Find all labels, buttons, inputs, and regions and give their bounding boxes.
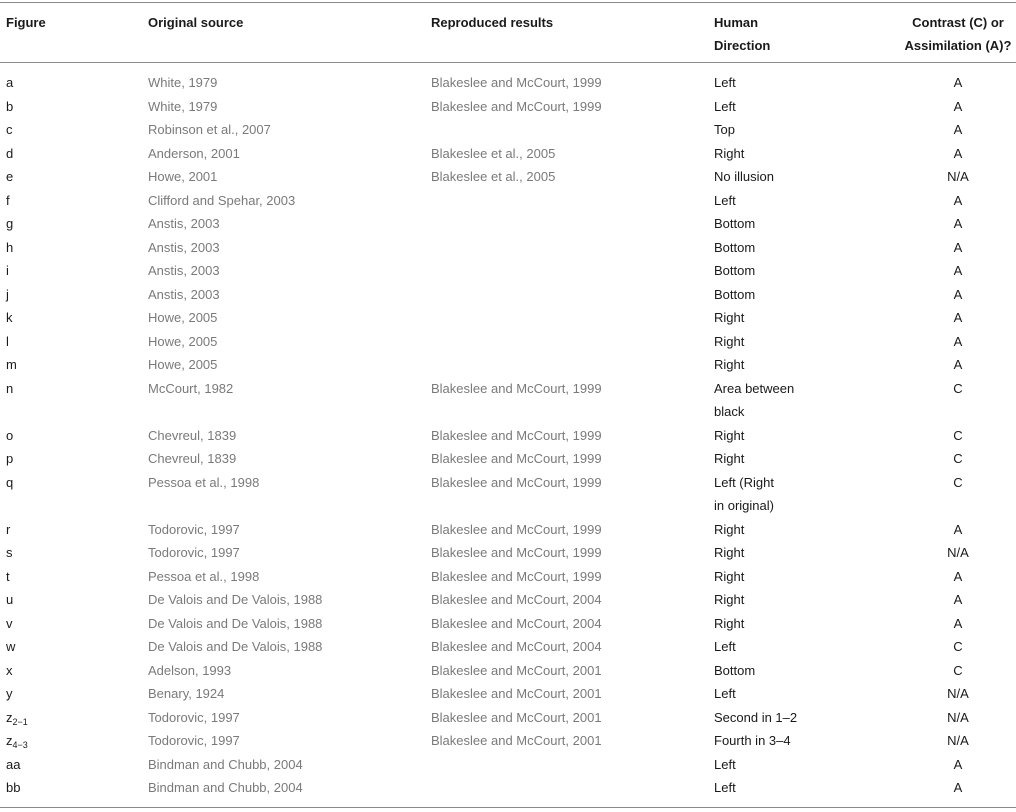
cell-contrast-assimilation: A (953, 216, 963, 231)
cell-human-direction-line1: Right (714, 333, 745, 349)
cell-original-source: Todorovic, 1997 (148, 545, 240, 560)
cell-contrast-assimilation: A (953, 592, 963, 607)
cell-figure-label: w (6, 639, 16, 654)
header-human-direction-line2: Direction (714, 38, 771, 53)
cell-figure (6, 353, 17, 377)
cell-original-source: Bindman and Chubb, 2004 (148, 756, 303, 772)
cell-original-source: Clifford and Spehar, 2003 (148, 192, 296, 208)
cell-original-source: Howe, 2005 (148, 333, 218, 349)
table-row (0, 165, 1016, 189)
table-row (0, 118, 1016, 142)
cell-reproduced-results: Blakeslee and McCourt, 2004 (431, 615, 602, 631)
cell-figure (6, 259, 9, 283)
cell-original-source: Todorovic, 1997 (148, 733, 240, 748)
cell-human-direction-line2: in original) (714, 498, 774, 513)
cell-human-direction (714, 330, 744, 354)
table-body (0, 71, 1016, 800)
cell-figure (6, 565, 10, 589)
cell-reproduced-results: Blakeslee and McCourt, 2001 (431, 709, 602, 725)
cell-figure (6, 165, 13, 189)
header-original-source: Original source (148, 15, 244, 30)
cell-figure (6, 306, 13, 330)
cell-human-direction-line1: Right (714, 615, 745, 631)
table-row (0, 612, 1016, 636)
cell-human-direction-line1: Right (714, 545, 745, 560)
cell-human-direction-line1: Bottom (714, 263, 756, 278)
header-reproduced-results: Reproduced results (431, 15, 554, 30)
cell-original-source: Anstis, 2003 (148, 263, 220, 278)
cell-contrast-assimilation: A (953, 263, 963, 278)
header-figure: Figure (6, 15, 46, 30)
cell-figure (6, 612, 13, 636)
table-row (0, 71, 1016, 95)
cell-figure (6, 706, 28, 732)
cell-figure-label: l (6, 333, 9, 349)
cell-human-direction-line1: Left (714, 98, 736, 114)
cell-human-direction-line1: Bottom (714, 286, 756, 302)
cell-contrast-assimilation: A (953, 756, 963, 772)
cell-contrast-assimilation: A (953, 145, 963, 161)
cell-reproduced-results: Blakeslee and McCourt, 1999 (431, 568, 602, 584)
table-row (0, 424, 1016, 448)
cell-figure-label: z (6, 709, 13, 725)
header-ca-line1: Contrast (C) or (912, 15, 1004, 30)
cell-contrast-assimilation: N/A (947, 733, 969, 748)
cell-human-direction (714, 729, 791, 753)
cell-figure-label: p (6, 451, 14, 466)
cell-figure (6, 447, 13, 471)
cell-original-source: Anstis, 2003 (148, 286, 220, 302)
table-row (0, 283, 1016, 307)
cell-contrast-assimilation: A (953, 615, 963, 631)
cell-original-source: Howe, 2005 (148, 357, 218, 372)
header-ca-line2: Assimilation (A)? (904, 38, 1012, 53)
cell-original-source: Chevreul, 1839 (148, 451, 237, 466)
cell-figure (6, 377, 13, 401)
cell-reproduced-results: Blakeslee and McCourt, 1999 (431, 474, 602, 490)
table-row (0, 753, 1016, 777)
cell-reproduced-results: Blakeslee et al., 2005 (431, 169, 556, 184)
cell-human-direction (714, 612, 744, 636)
cell-human-direction (714, 283, 755, 307)
cell-figure (6, 541, 13, 565)
cell-human-direction (714, 353, 744, 377)
cell-original-source: De Valois and De Valois, 1988 (148, 592, 323, 607)
cell-reproduced-results: Blakeslee and McCourt, 1999 (431, 451, 602, 466)
table-row (0, 259, 1016, 283)
cell-contrast-assimilation: A (953, 780, 963, 795)
cell-human-direction-line1: Right (714, 145, 745, 161)
cell-figure-label: u (6, 592, 14, 607)
cell-contrast-assimilation: C (953, 662, 963, 678)
table-row (0, 236, 1016, 260)
cell-contrast-assimilation: N/A (947, 686, 969, 701)
cell-contrast-assimilation: A (953, 239, 963, 255)
cell-contrast-assimilation: N/A (947, 169, 969, 184)
cell-original-source: Adelson, 1993 (148, 662, 232, 678)
table-row (0, 212, 1016, 236)
table-row (0, 377, 1016, 424)
cell-reproduced-results: Blakeslee and McCourt, 1999 (431, 75, 602, 90)
cell-figure-label: c (6, 122, 13, 137)
cell-figure-label: k (6, 310, 13, 325)
cell-original-source: De Valois and De Valois, 1988 (148, 615, 323, 631)
cell-human-direction (714, 706, 797, 730)
cell-figure (6, 682, 13, 706)
cell-original-source: Benary, 1924 (148, 686, 225, 701)
cell-contrast-assimilation: N/A (947, 709, 969, 725)
cell-original-source: Howe, 2001 (148, 169, 218, 184)
table-row (0, 776, 1016, 800)
cell-reproduced-results: Blakeslee and McCourt, 2001 (431, 686, 602, 701)
cell-original-source: Todorovic, 1997 (148, 709, 240, 725)
cell-figure-subscript: 4−3 (12, 740, 28, 750)
cell-original-source: De Valois and De Valois, 1988 (148, 639, 323, 654)
table-row (0, 471, 1016, 518)
cell-figure (6, 212, 13, 236)
cell-reproduced-results: Blakeslee and McCourt, 1999 (431, 521, 602, 537)
table-row (0, 330, 1016, 354)
table-top-rule (0, 2, 1016, 3)
cell-figure (6, 729, 28, 755)
cell-figure-label: v (6, 615, 13, 631)
cell-human-direction (714, 518, 744, 542)
cell-human-direction (714, 189, 736, 213)
cell-reproduced-results: Blakeslee et al., 2005 (431, 145, 556, 161)
cell-human-direction-line1: Area between (714, 380, 795, 396)
cell-human-direction-line1: Right (714, 310, 745, 325)
cell-original-source: McCourt, 1982 (148, 380, 234, 396)
cell-human-direction-line1: Fourth in 3–4 (714, 733, 791, 748)
cell-figure (6, 71, 13, 95)
cell-figure-label: j (6, 286, 9, 302)
cell-human-direction-line1: Bottom (714, 239, 756, 255)
cell-human-direction (714, 424, 744, 448)
cell-figure-label: e (6, 169, 14, 184)
cell-human-direction-line1: Left (714, 192, 736, 208)
cell-figure-label: bb (6, 780, 21, 795)
cell-reproduced-results: Blakeslee and McCourt, 1999 (431, 98, 602, 114)
table-row (0, 635, 1016, 659)
cell-figure-label: t (6, 568, 10, 584)
header-contrast-assimilation (900, 11, 1016, 57)
cell-human-direction-line1: Right (714, 592, 745, 607)
cell-figure (6, 283, 9, 307)
cell-human-direction-line1: Left (714, 686, 736, 701)
cell-contrast-assimilation: A (953, 192, 963, 208)
table-row (0, 95, 1016, 119)
cell-figure-label: f (6, 192, 10, 208)
cell-human-direction (714, 659, 755, 683)
cell-contrast-assimilation: A (953, 122, 963, 137)
table-row (0, 682, 1016, 706)
cell-human-direction-line1: Right (714, 568, 745, 584)
table-bottom-rule (0, 807, 1016, 808)
table-row (0, 729, 1016, 753)
cell-contrast-assimilation: C (953, 451, 963, 466)
table-row (0, 306, 1016, 330)
table-row (0, 565, 1016, 589)
cell-contrast-assimilation: A (953, 357, 963, 372)
cell-human-direction (714, 776, 736, 800)
cell-contrast-assimilation: C (953, 639, 963, 654)
cell-reproduced-results: Blakeslee and McCourt, 2004 (431, 639, 602, 654)
cell-figure-subscript: 2−1 (12, 716, 28, 727)
table-row (0, 706, 1016, 730)
cell-human-direction-line1: No illusion (714, 169, 774, 184)
cell-reproduced-results: Blakeslee and McCourt, 1999 (431, 427, 602, 443)
cell-figure-label: n (6, 380, 14, 396)
cell-figure (6, 118, 13, 142)
cell-human-direction (714, 142, 744, 166)
cell-human-direction-line1: Left (714, 75, 736, 90)
table-row (0, 518, 1016, 542)
table-row (0, 353, 1016, 377)
cell-figure (6, 189, 10, 213)
cell-contrast-assimilation: C (953, 427, 963, 443)
cell-figure-label: aa (6, 756, 21, 772)
cell-original-source: Bindman and Chubb, 2004 (148, 780, 303, 795)
cell-human-direction (714, 236, 755, 260)
cell-figure (6, 659, 13, 683)
cell-figure (6, 776, 20, 800)
cell-reproduced-results: Blakeslee and McCourt, 1999 (431, 380, 602, 396)
cell-human-direction (714, 541, 744, 565)
cell-contrast-assimilation: C (953, 380, 963, 396)
cell-figure-label: r (6, 521, 11, 537)
cell-figure-label: q (6, 474, 14, 490)
cell-original-source: Howe, 2005 (148, 310, 218, 325)
cell-figure-label: o (6, 427, 14, 443)
cell-human-direction (714, 635, 736, 659)
cell-original-source: White, 1979 (148, 98, 218, 114)
cell-figure-label: b (6, 98, 14, 114)
cell-original-source: Robinson et al., 2007 (148, 122, 271, 137)
cell-human-direction-line1: Top (714, 122, 735, 137)
cell-human-direction-line1: Left (714, 756, 736, 772)
cell-contrast-assimilation: A (953, 568, 963, 584)
cell-human-direction (714, 118, 735, 142)
cell-contrast-assimilation: C (953, 474, 963, 490)
cell-contrast-assimilation: A (953, 521, 963, 537)
table-row (0, 588, 1016, 612)
cell-contrast-assimilation: N/A (947, 545, 969, 560)
cell-human-direction (714, 682, 736, 706)
cell-original-source: Chevreul, 1839 (148, 427, 237, 443)
cell-human-direction (714, 165, 774, 189)
cell-human-direction (714, 447, 744, 471)
cell-human-direction-line1: Right (714, 451, 745, 466)
cell-figure-label: a (6, 75, 14, 90)
header-human-direction-line1: Human (714, 15, 759, 30)
cell-human-direction-line1: Left (Right (714, 474, 774, 490)
cell-original-source: Todorovic, 1997 (148, 521, 240, 537)
cell-original-source: Pessoa et al., 1998 (148, 474, 260, 490)
cell-contrast-assimilation: A (953, 75, 963, 90)
table-row (0, 189, 1016, 213)
cell-reproduced-results: Blakeslee and McCourt, 2001 (431, 662, 602, 678)
cell-figure-label: y (6, 686, 13, 701)
table-row (0, 447, 1016, 471)
cell-figure (6, 518, 10, 542)
cell-human-direction-line1: Right (714, 427, 745, 443)
cell-original-source: Anstis, 2003 (148, 239, 220, 255)
cell-human-direction-line2: black (714, 404, 745, 419)
cell-figure-label: z (6, 733, 13, 748)
cell-human-direction-line1: Right (714, 357, 745, 372)
cell-human-direction (714, 306, 744, 330)
cell-original-source: Anderson, 2001 (148, 145, 240, 161)
cell-human-direction (714, 471, 774, 518)
cell-reproduced-results: Blakeslee and McCourt, 2001 (431, 733, 602, 748)
cell-contrast-assimilation: A (953, 310, 963, 325)
table-row (0, 659, 1016, 683)
cell-human-direction (714, 565, 744, 589)
cell-figure-label: i (6, 263, 9, 278)
table-row (0, 142, 1016, 166)
cell-original-source: Anstis, 2003 (148, 216, 220, 231)
cell-figure-label: m (6, 357, 17, 372)
cell-human-direction-line1: Bottom (714, 662, 756, 678)
cell-figure-label: g (6, 216, 14, 231)
header-rule (0, 62, 1016, 63)
table-row (0, 541, 1016, 565)
cell-human-direction (714, 212, 755, 236)
cell-human-direction (714, 753, 736, 777)
cell-figure (6, 95, 13, 119)
cell-figure (6, 330, 9, 354)
cell-contrast-assimilation: A (953, 98, 963, 114)
header-human-direction (714, 11, 770, 57)
cell-human-direction (714, 259, 755, 283)
cell-figure (6, 588, 13, 612)
cell-human-direction (714, 377, 794, 424)
cell-figure-label: x (6, 662, 13, 678)
cell-human-direction-line1: Bottom (714, 216, 756, 231)
cell-original-source: Pessoa et al., 1998 (148, 568, 260, 584)
cell-human-direction (714, 71, 736, 95)
cell-human-direction-line1: Second in 1–2 (714, 709, 798, 725)
cell-human-direction-line1: Left (714, 780, 736, 795)
cell-human-direction-line1: Right (714, 521, 745, 537)
cell-figure (6, 471, 13, 495)
cell-original-source: White, 1979 (148, 75, 218, 90)
cell-human-direction (714, 588, 744, 612)
cell-figure (6, 635, 15, 659)
cell-figure (6, 236, 13, 260)
cell-contrast-assimilation: A (953, 286, 963, 302)
cell-figure (6, 424, 13, 448)
cell-reproduced-results: Blakeslee and McCourt, 2004 (431, 592, 602, 607)
cell-figure-label: s (6, 545, 13, 560)
cell-figure (6, 753, 20, 777)
cell-figure-label: d (6, 145, 14, 161)
cell-reproduced-results: Blakeslee and McCourt, 1999 (431, 545, 602, 560)
cell-figure-label: h (6, 239, 14, 255)
cell-contrast-assimilation: A (953, 333, 963, 349)
cell-human-direction-line1: Left (714, 639, 736, 654)
cell-human-direction (714, 95, 736, 119)
cell-figure (6, 142, 13, 166)
